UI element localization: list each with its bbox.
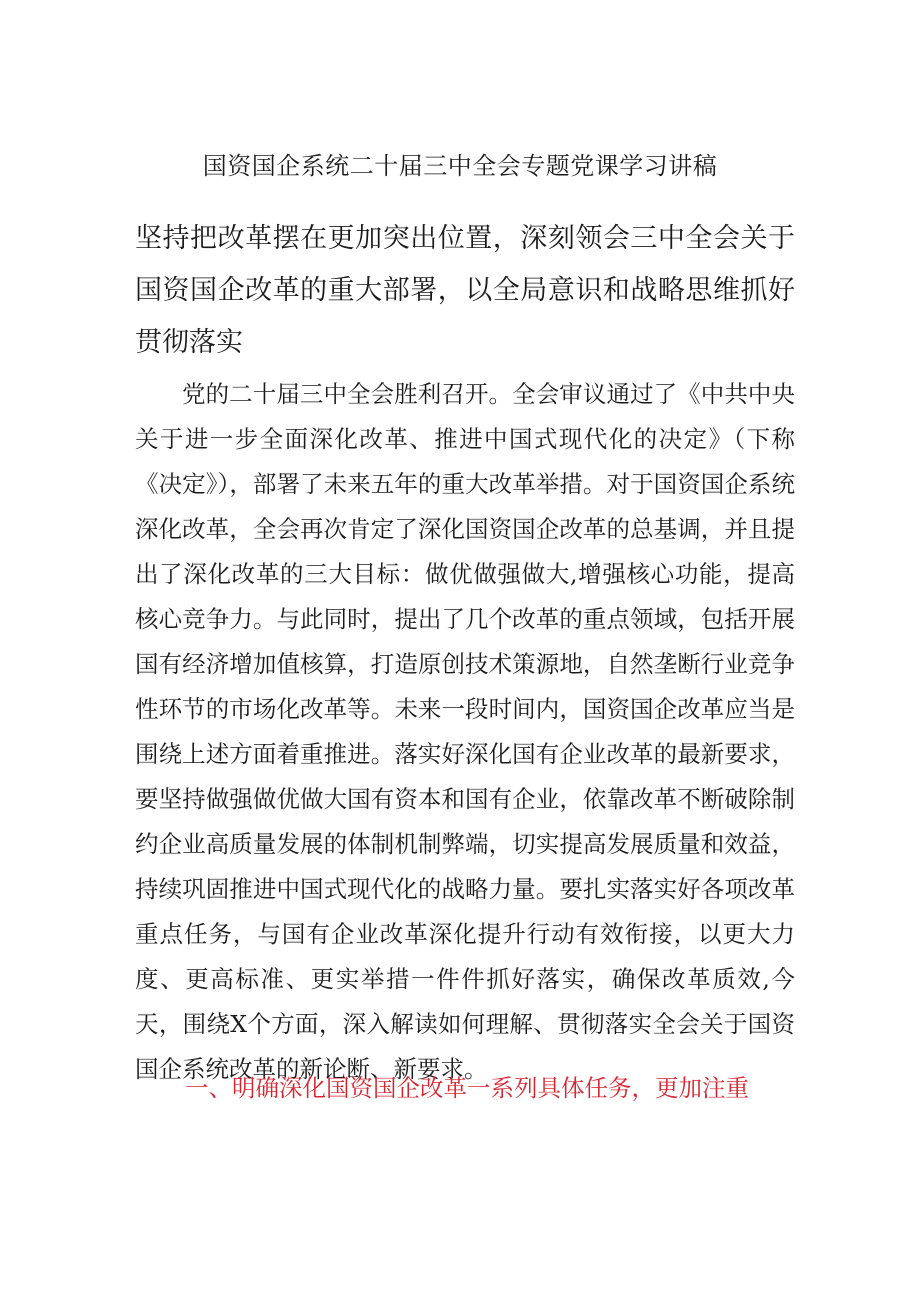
document-title: 国资国企系统二十届三中全会专题党课学习讲稿: [202, 152, 718, 180]
document-subtitle: 坚持把改革摆在更加突出位置，深刻领会三中全会关于国资国企改革的重大部署，以全局意识和战略思维抓好贯彻落实: [135, 223, 795, 358]
body-paragraph: 党的二十届三中全会胜利召开。全会审议通过了《中共中央关于进一步全面深化改革、推进中国式现代化的决定》（下称《决定》），部署了未来五年的重大改革举措。对于国资国企系统深化改革，全会再次肯定了深化国资国企改革的总基调，并且提出了深化改革的三大目标：做优做强做大,增强核心功能，提高核心竞争力。与此同时，提出了几个改革的重点领域，包括开展国有经济增加值核算，打造原创技术策源地，自然垄断行业竞争性环节的市场化改革等。未来一段时间内，国资国企改革应当是围绕上述方面着重推进。落实好深化国有企业改革的最新要求，要坚持做强做优做大国有资本和国有企业，依靠改革不断破除制约企业高质量发展的体制机制弊端，切实提高发展质量和效益，持续巩固推进中国式现代化的战略力量。要扎实落实好各项改革重点任务，与国有企业改革深化提升行动有效衔接，以更大力度、更高标准、更实举措一件件抓好落实，确保改革质效,今天，围绕X个方面，深入解读如何理解、贯彻落实全会关于国资国企系统改革的新论断、新要求。: [135, 380, 795, 1083]
section-heading: 一、明确深化国资国企改革一系列具体任务，更加注重: [185, 1074, 749, 1102]
